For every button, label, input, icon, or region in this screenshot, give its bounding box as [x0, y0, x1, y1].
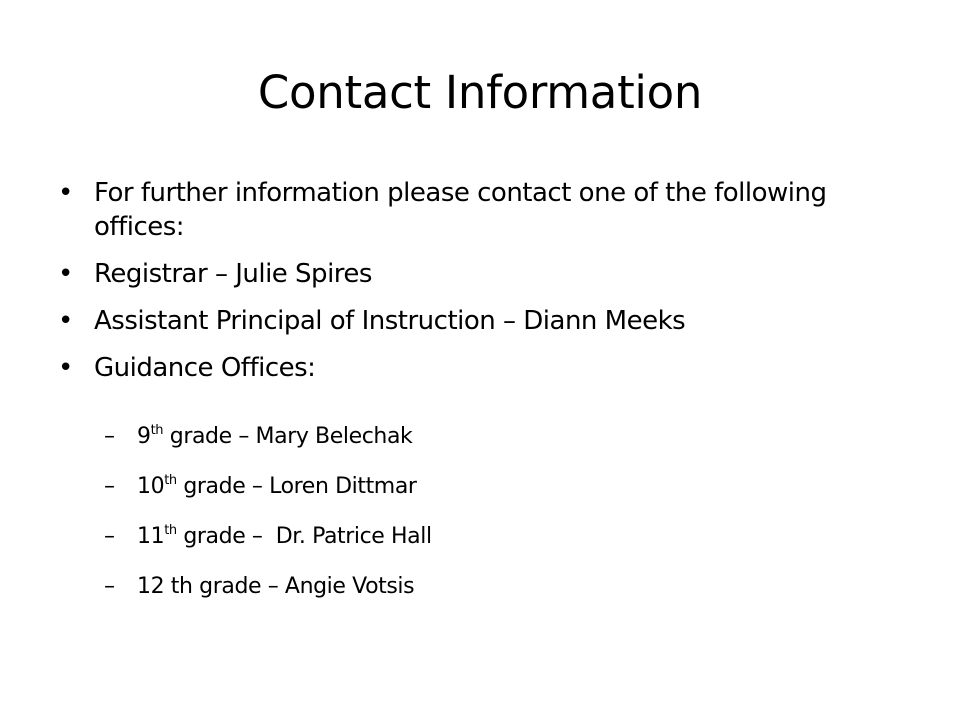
- bullet-text: Guidance Offices:: [94, 353, 316, 383]
- sub-item-11th-grade: [104, 524, 804, 550]
- bullet-marker: •: [58, 259, 73, 289]
- bullet-marker: •: [58, 306, 73, 336]
- grade-number: 9: [137, 424, 151, 449]
- grade-number: 10: [137, 474, 165, 499]
- guidance-sub-list: [104, 424, 804, 624]
- grade-suffix: th: [164, 523, 177, 538]
- grade-contact: grade – Dr. Patrice Hall: [176, 524, 432, 549]
- bullet-text: Assistant Principal of Instruction – Diann Meeks: [94, 306, 686, 336]
- slide-title: Contact Information: [257, 66, 703, 119]
- bullet-marker: •: [58, 178, 73, 208]
- bullet-item: [58, 176, 908, 244]
- bullet-marker: •: [58, 353, 73, 383]
- grade-contact: 12 th grade – Angie Votsis: [137, 574, 415, 599]
- dash-marker: –: [104, 474, 115, 499]
- dash-marker: –: [104, 424, 115, 449]
- sub-item-9th-grade: [104, 424, 804, 450]
- bullet-text: For further information please contact one of the following offices:: [94, 178, 827, 242]
- bullet-list: [58, 176, 908, 398]
- sub-item-12th-grade: [104, 574, 804, 600]
- grade-contact: grade – Mary Belechak: [163, 424, 413, 449]
- sub-item-10th-grade: [104, 474, 804, 500]
- grade-suffix: th: [164, 473, 177, 488]
- grade-contact: grade – Loren Dittmar: [176, 474, 417, 499]
- grade-number: 11: [137, 524, 165, 549]
- bullet-item: [58, 304, 908, 338]
- dash-marker: –: [104, 524, 115, 549]
- bullet-item: [58, 257, 908, 291]
- dash-marker: –: [104, 574, 115, 599]
- grade-suffix: th: [150, 423, 164, 438]
- bullet-text: Registrar – Julie Spires: [94, 259, 372, 289]
- bullet-item: [58, 351, 908, 385]
